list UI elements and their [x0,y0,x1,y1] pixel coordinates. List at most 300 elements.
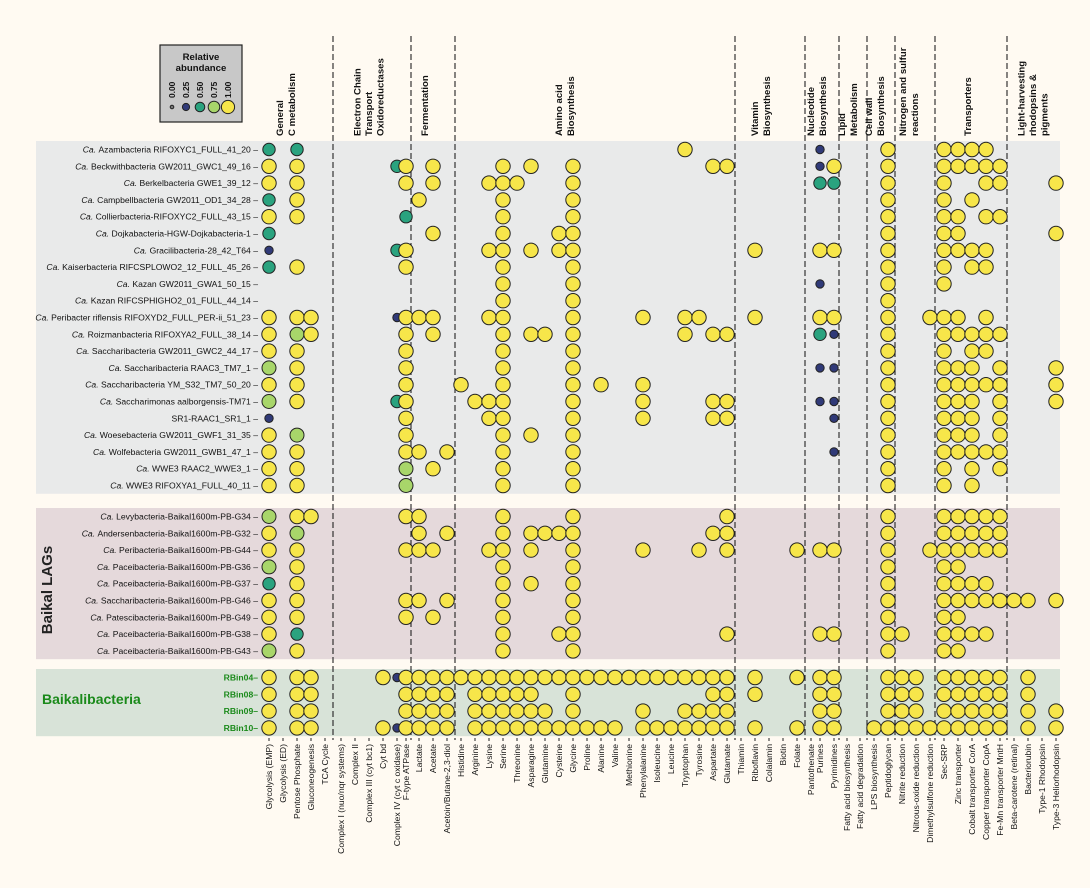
abundance-dot [937,327,951,341]
legend-title: abundance [175,63,227,74]
abundance-dot [290,344,304,358]
abundance-dot [951,428,965,442]
legend-swatch [182,103,189,110]
abundance-dot [993,159,1007,173]
abundance-dot [399,327,413,341]
column-label: Isoleucine [652,744,662,783]
abundance-dot [566,577,580,591]
abundance-dot [496,462,510,476]
abundance-dot [881,526,895,540]
abundance-dot [399,687,413,701]
abundance-dot [881,627,895,641]
abundance-dot [426,670,440,684]
column-label: Threonine [512,744,522,783]
abundance-dot [468,670,482,684]
abundance-dot [412,670,426,684]
row-label: Ca. Saccharibacteria YM_S32_TM7_50_20 – [85,379,258,390]
abundance-dot [1021,721,1035,735]
column-label: Complex IV (cyt c oxidase) [392,744,402,847]
abundance-dot [262,176,276,190]
abundance-dot [482,721,496,735]
abundance-dot [1049,378,1063,392]
row-label: Ca. Saccharibacteria GW2011_GWC2_44_17 – [76,346,258,357]
abundance-dot [1049,226,1063,240]
abundance-dot [412,543,426,557]
abundance-dot [594,378,608,392]
abundance-dot [412,704,426,718]
column-label: LPS biosynthesis [869,744,879,810]
abundance-dot [496,610,510,624]
category-label: Nitrogen and sulfurreactions [898,47,921,136]
abundance-dot [399,462,413,476]
column-label: Glutamate [722,744,732,784]
abundance-dot [524,721,538,735]
abundance-dot [496,478,510,492]
abundance-dot [692,704,706,718]
abundance-dot [566,159,580,173]
abundance-dot [881,226,895,240]
abundance-dot [496,721,510,735]
abundance-dot [262,704,276,718]
abundance-dot [426,721,440,735]
abundance-dot [496,445,510,459]
abundance-dot [881,577,895,591]
abundance-dot [566,411,580,425]
abundance-dot [706,687,720,701]
abundance-dot [566,509,580,523]
abundance-dot [881,543,895,557]
column-label: Fatty acid biosynthesis [842,744,852,831]
abundance-dot [496,210,510,224]
abundance-dot [937,526,951,540]
abundance-dot [965,394,979,408]
abundance-dot [594,721,608,735]
row-label: Ca. Paceibacteria-Baikal1600m-PB-G43 – [97,645,258,656]
abundance-dot [496,243,510,257]
abundance-dot [566,378,580,392]
abundance-dot [290,260,304,274]
abundance-dot [566,610,580,624]
abundance-dot [951,310,965,324]
abundance-dot [937,310,951,324]
abundance-dot [827,243,841,257]
abundance-dot [881,509,895,523]
abundance-dot [979,344,993,358]
abundance-dot [706,526,720,540]
column-label: Proline [582,744,592,771]
abundance-dot [496,260,510,274]
abundance-dot [290,644,304,658]
abundance-dot [881,142,895,156]
abundance-dot [468,687,482,701]
abundance-dot [440,704,454,718]
column-label: Biotin [778,744,788,766]
abundance-dot [468,394,482,408]
abundance-dot [538,721,552,735]
abundance-dot [399,670,413,684]
column-label: Acetate [428,744,438,774]
abundance-dot [923,310,937,324]
row-label: Ca. Kaiserbacteria RIFCSPLOWO2_12_FULL_45_26 – [46,262,258,273]
abundance-dot [468,704,482,718]
abundance-dot [524,159,538,173]
abundance-dot [482,394,496,408]
abundance-dot [399,361,413,375]
column-label: Arginine [470,744,480,776]
column-label: Gluconeogenesis [306,744,316,811]
abundance-dot [262,344,276,358]
abundance-dot [566,593,580,607]
abundance-dot [566,526,580,540]
abundance-dot [412,509,426,523]
abundance-dot [1021,670,1035,684]
abundance-dot [262,428,276,442]
abundance-dot [482,176,496,190]
abundance-dot [524,704,538,718]
abundance-dot [951,361,965,375]
abundance-dot [496,509,510,523]
abundance-dot [993,721,1007,735]
abundance-dot [993,509,1007,523]
abundance-dot [304,721,318,735]
abundance-dot [706,411,720,425]
column-label: Folate [792,744,802,768]
abundance-dot [262,610,276,624]
abundance-dot [290,159,304,173]
abundance-dot [881,478,895,492]
abundance-dot [608,670,622,684]
abundance-dot [482,670,496,684]
abundance-dot [720,627,734,641]
abundance-dot [291,628,303,640]
abundance-dot [816,364,824,372]
abundance-dot [496,670,510,684]
legend-title: Relative [182,52,220,63]
abundance-dot [566,670,580,684]
abundance-dot [979,687,993,701]
abundance-dot [979,721,993,735]
abundance-dot [262,445,276,459]
row-label: Ca. Campbellbacteria GW2011_OD1_34_28 – [81,194,258,205]
abundance-dot [790,670,804,684]
abundance-dot [951,644,965,658]
abundance-dot [706,670,720,684]
abundance-dot [816,162,824,170]
abundance-dot [262,670,276,684]
abundance-dot [951,243,965,257]
abundance-dot [830,414,838,422]
abundance-dot [881,294,895,308]
abundance-dot [937,593,951,607]
column-label: Nitrite reduction [897,744,907,805]
abundance-dot [636,310,650,324]
legend-swatch [221,100,234,113]
abundance-dot [993,593,1007,607]
abundance-dot [993,411,1007,425]
abundance-dot [262,593,276,607]
abundance-dot [496,226,510,240]
abundance-dot [965,193,979,207]
abundance-dot [426,176,440,190]
abundance-dot [290,462,304,476]
abundance-dot [290,378,304,392]
abundance-dot [816,280,824,288]
abundance-dot [965,509,979,523]
row-label: Ca. Paceibacteria-Baikal1600m-PB-G36 – [97,561,258,572]
abundance-dot [881,260,895,274]
abundance-dot [291,143,303,155]
column-label: Copper transporter CopA [981,744,991,841]
abundance-dot [923,721,937,735]
abundance-dot [412,526,426,540]
abundance-dot [290,577,304,591]
abundance-dot [538,526,552,540]
abundance-dot [979,310,993,324]
abundance-dot [412,445,426,459]
column-label: Cobalt transporter CorA [967,744,977,835]
abundance-dot [290,509,304,523]
abundance-dot [552,526,566,540]
column-label: Beta-carotene (retinal) [1009,744,1019,830]
row-label: Ca. Gracilibacteria-28_42_T64 – [133,245,258,256]
abundance-dot [937,260,951,274]
abundance-dot [426,159,440,173]
abundance-dot [979,210,993,224]
abundance-dot [622,670,636,684]
abundance-dot [524,670,538,684]
abundance-dot [482,310,496,324]
abundance-dot [951,704,965,718]
abundance-dot [262,543,276,557]
abundance-dot [566,176,580,190]
abundance-dot [951,670,965,684]
abundance-dot [510,721,524,735]
legend-swatch [170,105,174,109]
abundance-dot [720,670,734,684]
abundance-dot [412,687,426,701]
abundance-dot [304,327,318,341]
abundance-dot [566,344,580,358]
abundance-dot [827,687,841,701]
abundance-dot [937,159,951,173]
abundance-dot [909,721,923,735]
abundance-dot [937,411,951,425]
abundance-dot [566,226,580,240]
abundance-dot [965,445,979,459]
abundance-dot [979,577,993,591]
abundance-dot [937,277,951,291]
abundance-dot [1049,394,1063,408]
abundance-dot [304,670,318,684]
category-label: Transporters [963,77,974,136]
abundance-dot [965,428,979,442]
abundance-dot [566,310,580,324]
abundance-dot [426,543,440,557]
abundance-dot [482,687,496,701]
abundance-dot [399,394,413,408]
column-label: Tyrosine [694,744,704,777]
abundance-dot [412,193,426,207]
abundance-dot [262,361,276,375]
abundance-dot [440,670,454,684]
abundance-dot [399,479,413,493]
abundance-dot [937,462,951,476]
abundance-dot [636,378,650,392]
category-label: NucleotideBiosynthesis [806,76,829,136]
abundance-dot [412,721,426,735]
abundance-dot [678,721,692,735]
abundance-dot [937,378,951,392]
legend-tick: 1.00 [223,81,233,98]
abundance-dot [524,428,538,442]
abundance-dot [951,210,965,224]
column-label: Complex II [350,744,360,786]
row-label: RBin08– [223,689,258,700]
abundance-dot [263,143,275,155]
abundance-dot [262,478,276,492]
abundance-dot [867,721,881,735]
abundance-dot [454,378,468,392]
category-label: LipidMetabolism [837,83,860,136]
abundance-dot [827,670,841,684]
abundance-dot [496,176,510,190]
abundance-dot [830,364,838,372]
abundance-dot [262,526,276,540]
row-label: Ca. Dojkabacteria-HGW-Dojkabacteria-1 – [95,228,258,239]
abundance-dot [399,509,413,523]
column-label: Peptidoglycan [883,744,893,798]
abundance-dot [720,526,734,540]
abundance-dot [720,509,734,523]
row-label: SR1-RAAC1_SR1_1 – [171,413,258,424]
abundance-dot [290,526,304,540]
abundance-dot [951,142,965,156]
abundance-dot [827,543,841,557]
legend-swatch [208,101,220,113]
abundance-dot [1021,704,1035,718]
abundance-dot [566,445,580,459]
legend-tick: 0.50 [195,81,205,98]
abundance-dot [828,177,840,189]
abundance-dot [965,670,979,684]
abundance-dot [566,644,580,658]
abundance-dot [566,394,580,408]
abundance-dot [965,526,979,540]
abundance-dot [608,721,622,735]
abundance-dot [965,478,979,492]
abundance-dot [412,310,426,324]
abundance-dot [965,411,979,425]
abundance-dot [937,560,951,574]
row-label: Ca. Patescibacteria-Baikal1600m-PB-G49 – [90,612,258,623]
abundance-dot [399,543,413,557]
abundance-dot [965,704,979,718]
abundance-dot [979,593,993,607]
abundance-dot [566,193,580,207]
abundance-dot [720,394,734,408]
abundance-dot [827,704,841,718]
abundance-dot [496,294,510,308]
abundance-dot [399,610,413,624]
abundance-dot [965,687,979,701]
abundance-dot [1021,593,1035,607]
abundance-dot [937,543,951,557]
abundance-dot [440,721,454,735]
abundance-dot [937,394,951,408]
abundance-dot [965,243,979,257]
column-label: F-type ATPase [401,744,411,801]
abundance-dot [290,593,304,607]
abundance-dot [748,721,762,735]
abundance-dot [881,721,895,735]
abundance-dot [440,593,454,607]
column-label: Bacteriorubin [1023,744,1033,795]
abundance-dot [937,193,951,207]
abundance-dot [1049,593,1063,607]
abundance-dot [399,704,413,718]
abundance-dot [290,310,304,324]
column-label: Complex I (nuo/nqr systems) [336,744,346,854]
abundance-dot [979,142,993,156]
abundance-dot [412,593,426,607]
abundance-dot [937,509,951,523]
abundance-dot [937,226,951,240]
abundance-dot [909,704,923,718]
abundance-dot [510,687,524,701]
abundance-dot [937,704,951,718]
abundance-dot [426,462,440,476]
row-label: Ca. Azambacteria RIFOXYC1_FULL_41_20 – [82,144,258,155]
abundance-dot [951,509,965,523]
column-label: Pentose Phosphate [292,744,302,820]
abundance-dot [979,176,993,190]
abundance-dot [813,704,827,718]
abundance-dot [706,394,720,408]
abundance-dot [881,277,895,291]
abundance-dot [1007,593,1021,607]
abundance-dot [937,721,951,735]
abundance-dot [399,378,413,392]
category-label: Electron ChainTransportOxidoreductases [352,58,387,136]
abundance-dot [830,330,838,338]
abundance-dot [993,394,1007,408]
abundance-dot [262,721,276,735]
category-label: Light-harvestingrhodopsins &pigments [1016,60,1051,136]
row-label: Ca. Levybacteria-Baikal1600m-PB-G34 – [100,511,258,522]
column-label: Cyt bd [378,744,388,769]
abundance-dot [290,428,304,442]
abundance-dot [881,411,895,425]
legend-swatch [195,102,205,112]
column-label: Pantothenate [806,744,816,796]
abundance-dot [951,394,965,408]
column-label: Type-3 Heliorhodopsin [1051,744,1061,830]
abundance-dot [830,448,838,456]
abundance-dot [965,378,979,392]
abundance-dot [993,378,1007,392]
abundance-dot [290,478,304,492]
abundance-dot [290,210,304,224]
abundance-dot [965,159,979,173]
abundance-dot [965,361,979,375]
abundance-dot [496,327,510,341]
abundance-dot [881,210,895,224]
abundance-dot [399,428,413,442]
abundance-dot [720,687,734,701]
abundance-dot [790,543,804,557]
row-label: Ca. Woesebacteria GW2011_GWF1_31_35 – [83,430,258,441]
abundance-dot [951,411,965,425]
